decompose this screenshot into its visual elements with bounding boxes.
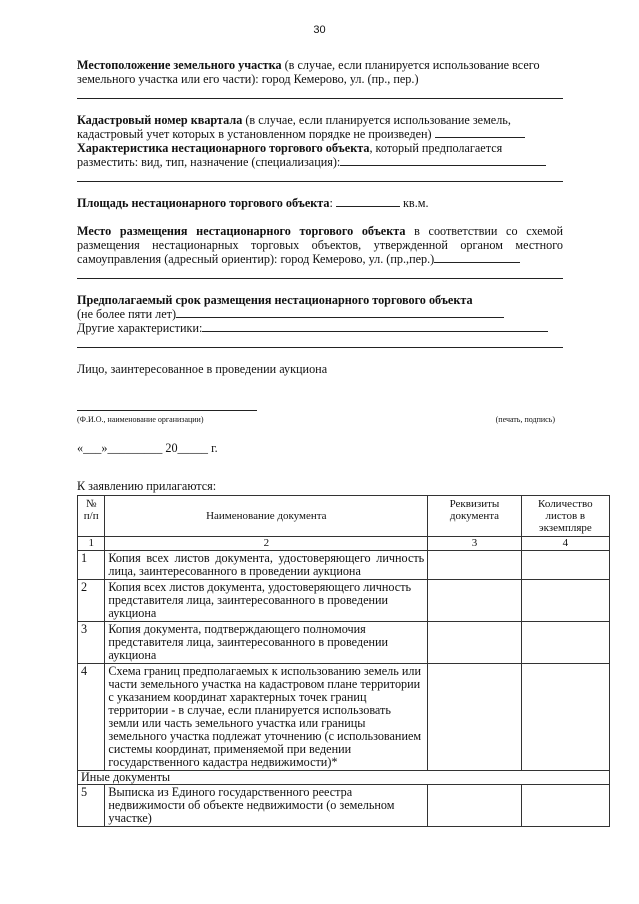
col-index-4: 4	[521, 537, 609, 551]
row-document-name: Схема границ предполагаемых к использованию земель или части земельного участка на кадастровом плане территории с указанием координат характерных точек границ территории - в случае, если планируется использовать земли или часть земельного участка или границы земельного участка подлежат уточнению (с использованием системы координат, применяемой при ведении государственного кадастра недвижимости)*	[105, 664, 428, 771]
application-form	[77, 58, 593, 827]
table-row	[78, 664, 610, 771]
seal-caption: (печать, подпись)	[495, 415, 555, 424]
row-quantity-cell[interactable]	[521, 785, 609, 827]
placement-text: в соответствии со схемой размещения нестационарных торговых объектов, утвержденной органом местного самоуправления (адресный ориентир): город Кемерово, ул. (пр.,пер.)	[77, 224, 563, 266]
row-requisites-cell[interactable]	[428, 551, 521, 580]
area-label: Площадь нестационарного торгового объекта	[77, 196, 330, 210]
term-paragraph	[77, 293, 563, 348]
row-quantity-cell[interactable]	[521, 580, 609, 622]
term-label: Предполагаемый срок размещения нестационарного торгового объекта	[77, 293, 473, 307]
row-num: 3	[78, 622, 105, 664]
table-row	[78, 551, 610, 580]
term-note: (не более пяти лет)	[77, 307, 177, 321]
fio-caption: (Ф.И.О., наименование организации)	[77, 415, 204, 424]
characteristic-fill-line-2[interactable]	[77, 171, 563, 182]
other-documents-row	[78, 771, 610, 785]
table-row	[78, 580, 610, 622]
other-characteristics-label: Другие характеристики:	[77, 321, 203, 335]
placement-paragraph	[77, 224, 563, 279]
row-quantity-cell[interactable]	[521, 622, 609, 664]
characteristic-fill-line[interactable]	[340, 155, 546, 166]
cadastral-label: Кадастровый номер квартала	[77, 113, 243, 127]
fio-fill-line[interactable]	[77, 404, 257, 411]
term-fill-line[interactable]	[176, 307, 504, 318]
row-requisites-cell[interactable]	[428, 785, 521, 827]
col-index-3: 3	[428, 537, 521, 551]
row-quantity-cell[interactable]	[521, 664, 609, 771]
row-document-name: Копия документа, подтверждающего полномочия представителя лица, заинтересованного в проведении аукциона	[105, 622, 428, 664]
col-index-1: 1	[78, 537, 105, 551]
area-sep: :	[329, 196, 333, 210]
area-unit: кв.м.	[403, 196, 429, 210]
row-document-name: Копия всех листов документа, удостоверяющего личность представителя лица, заинтересованного в проведении аукциона	[105, 580, 428, 622]
row-requisites-cell[interactable]	[428, 664, 521, 771]
fio-block	[77, 404, 257, 427]
page-number: 30	[313, 24, 326, 36]
row-quantity-cell[interactable]	[521, 551, 609, 580]
location-label: Местоположение земельного участка	[77, 58, 282, 72]
cadastral-paragraph	[77, 113, 563, 141]
location-fill-line[interactable]	[77, 88, 563, 99]
table-row	[78, 622, 610, 664]
table-row	[78, 785, 610, 827]
placement-label: Место размещения нестационарного торгового объекта	[77, 224, 406, 238]
area-paragraph	[77, 196, 563, 210]
cadastral-fill-line[interactable]	[435, 127, 525, 138]
area-fill-line[interactable]	[336, 196, 400, 207]
cadastral-text: (в случае, если планируется использование земель, кадастровый учет которых в установленном порядке не произведен)	[77, 113, 511, 141]
row-document-name: Выписка из Единого государственного реестра недвижимости об объекте недвижимости (о земельном участке)	[105, 785, 428, 827]
attachments-table	[77, 495, 610, 827]
placement-fill-line-2[interactable]	[77, 268, 563, 279]
row-document-name: Копия всех листов документа, удостоверяющего личность лица, заинтересованного в проведении аукциона	[105, 551, 428, 580]
other-characteristics-fill-line[interactable]	[202, 321, 548, 332]
location-paragraph	[77, 58, 563, 99]
header-num: № п/п	[78, 496, 105, 537]
row-num: 4	[78, 664, 105, 771]
placement-fill-line[interactable]	[434, 252, 520, 263]
header-quantity: Количество листов в экземпляре	[521, 496, 609, 537]
header-name: Наименование документа	[105, 496, 428, 537]
row-num: 1	[78, 551, 105, 580]
row-num: 2	[78, 580, 105, 622]
interested-person-label: Лицо, заинтересованное в проведении аукциона	[77, 362, 328, 376]
location-text: (в случае, если планируется использование всего земельного участка или его части): город Кемерово, ул. (пр., пер.)	[77, 58, 540, 86]
characteristic-label: Характеристика нестационарного торгового объекта	[77, 141, 370, 155]
row-requisites-cell[interactable]	[428, 622, 521, 664]
date-line[interactable]: «___»_________ 20_____ г.	[77, 441, 218, 455]
characteristic-paragraph	[77, 141, 563, 182]
column-index-row	[78, 537, 610, 551]
other-characteristics-fill-line-2[interactable]	[77, 337, 563, 348]
attachments-label: К заявлению прилагаются:	[77, 479, 217, 493]
header-requisites: Реквизиты документа	[428, 496, 521, 537]
characteristic-text: , который предполагается разместить: вид, тип, назначение (специализация):	[77, 141, 503, 169]
row-num: 5	[78, 785, 105, 827]
col-index-2: 2	[105, 537, 428, 551]
table-header-row	[78, 496, 610, 537]
signature-row	[77, 404, 563, 427]
other-documents-label: Иные документы	[78, 771, 610, 785]
row-requisites-cell[interactable]	[428, 580, 521, 622]
